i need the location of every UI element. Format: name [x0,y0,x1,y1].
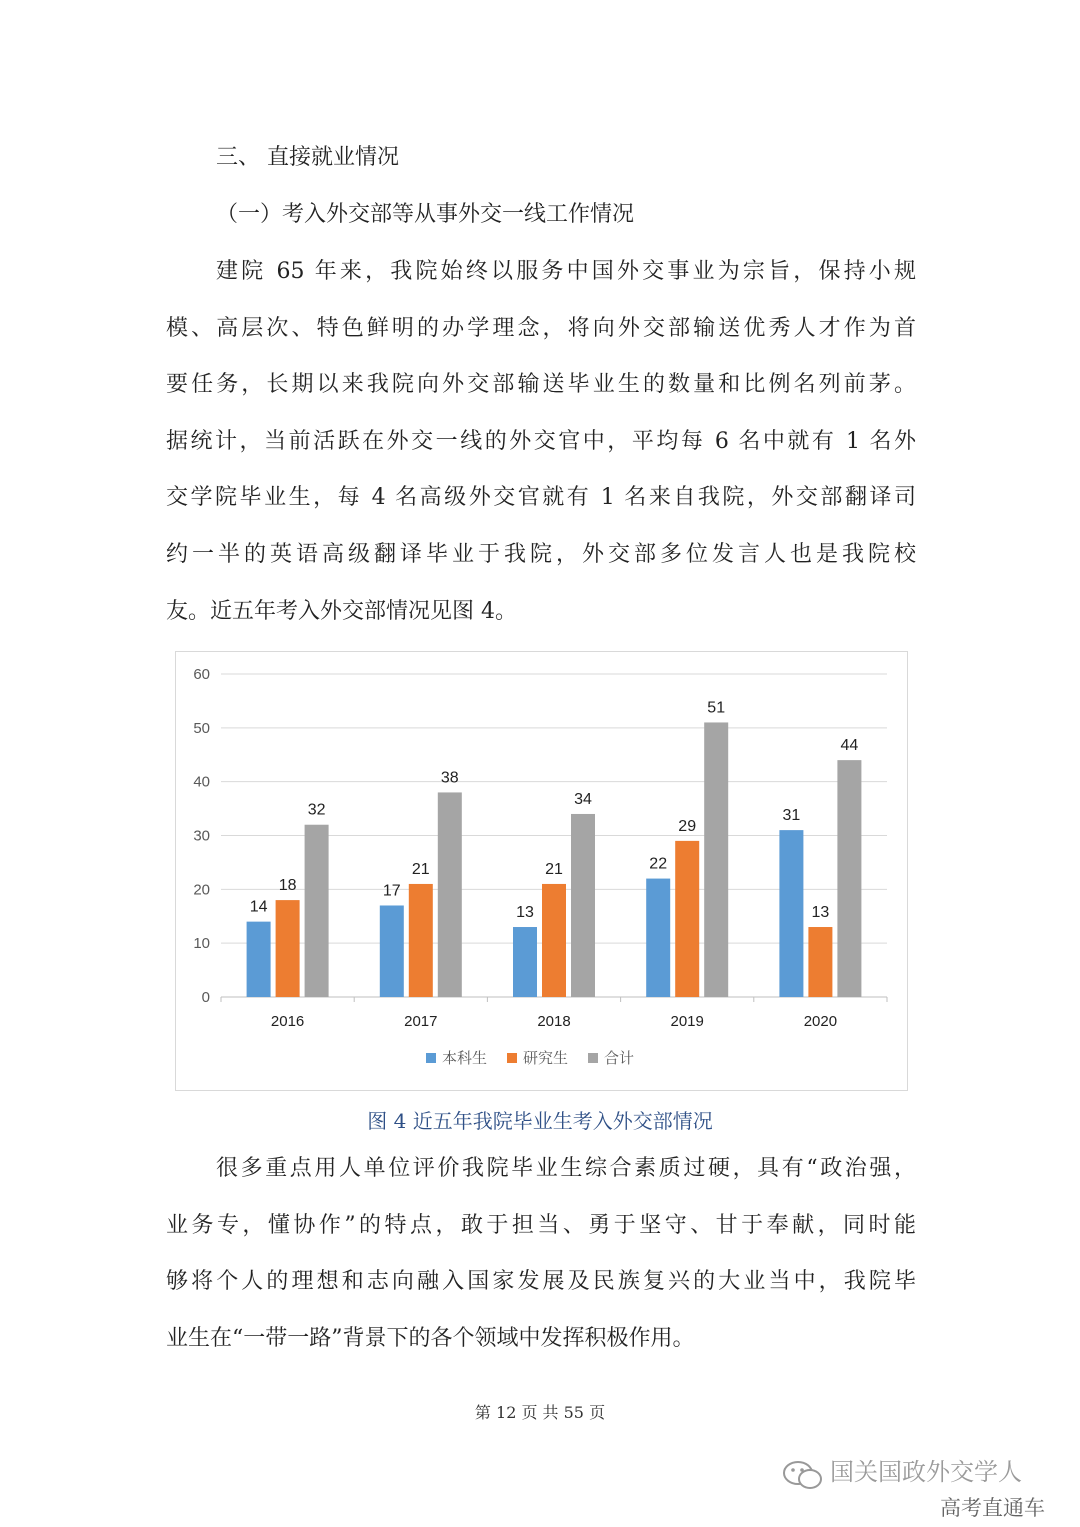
data-label: 38 [440,769,459,787]
paragraph-line: 交学院毕业生，每 4 名高级外交官就有 1 名来自我院，外交部翻译司 [166,485,916,510]
section-heading: 三、 直接就业情况 [216,145,399,170]
legend-swatch [507,1053,517,1063]
data-label: 51 [707,699,726,717]
paragraph-line: 要任务，长期以来我院向外交部输送毕业生的数量和比例名列前茅。 [166,372,916,397]
legend-label: 研究生 [523,1049,569,1067]
bar-合计 [571,814,595,997]
paragraph-line: 模、高层次、特色鲜明的办学理念，将向外交部输送优秀人才作为首 [166,316,916,341]
data-label: 44 [840,737,859,755]
bar-本科生 [513,927,537,997]
y-tick-label: 0 [201,989,210,1006]
data-label: 29 [678,817,697,835]
bar-合计 [438,792,462,997]
bar-研究生 [276,900,300,997]
x-tick-label: 2018 [537,1013,571,1030]
figure-caption: 图 4 近五年我院毕业生考入外交部情况 [367,1109,713,1133]
bar-合计 [704,722,728,997]
data-label: 13 [811,904,830,922]
bar-本科生 [247,922,271,997]
y-tick-label: 50 [193,719,210,737]
paragraph-line: 建院 65 年来，我院始终以服务中国外交事业为宗旨，保持小规 [216,259,916,284]
bar-研究生 [808,927,832,997]
bar-chart [175,651,908,1091]
x-tick-label: 2017 [404,1013,438,1030]
subsection-heading: （一）考入外交部等从事外交一线工作情况 [216,202,635,227]
legend-swatch [426,1053,436,1063]
data-label: 21 [545,860,563,878]
y-tick-label: 60 [193,666,210,683]
bar-合计 [305,825,329,997]
legend-swatch [588,1053,598,1063]
page-number: 第 12 页 共 55 页 [474,1403,606,1422]
wechat-icon [782,1458,824,1498]
paragraph-line: 友。近五年考入外交部情况见图 4。 [166,599,517,624]
data-label: 17 [382,882,401,900]
bar-研究生 [542,884,566,997]
y-tick-label: 30 [193,827,210,845]
bar-本科生 [779,830,803,997]
paragraph-line: 约一半的英语高级翻译毕业于我院，外交部多位发言人也是我院校 [166,542,916,567]
data-label: 13 [516,904,534,922]
watermark-overlay: 高考直通车 [940,1496,1045,1520]
data-label: 22 [649,855,668,873]
bar-合计 [837,760,861,997]
data-label: 14 [249,898,268,916]
data-label: 21 [411,860,430,878]
data-label: 34 [574,790,592,808]
x-tick-label: 2016 [270,1013,305,1030]
bar-研究生 [409,884,433,997]
y-tick-label: 20 [193,881,210,899]
bar-本科生 [380,905,404,997]
watermark-account: 国关国政外交学人 [830,1458,1022,1486]
x-tick-label: 2020 [803,1013,838,1030]
data-label: 31 [782,807,801,825]
y-tick-label: 10 [193,935,210,953]
legend-label: 本科生 [442,1049,488,1067]
data-label: 32 [307,801,326,819]
bar-研究生 [675,841,699,997]
data-label: 18 [278,877,297,895]
x-tick-label: 2019 [670,1013,704,1030]
paragraph-line: 据统计，当前活跃在外交一线的外交官中，平均每 6 名中就有 1 名外 [166,429,916,454]
paragraph-line: 业务专，懂协作”的特点，敢于担当、勇于坚守、甘于奉献，同时能 [166,1213,916,1238]
y-tick-label: 40 [193,773,210,791]
paragraph-line: 很多重点用人单位评价我院毕业生综合素质过硬，具有“政治强， [216,1156,916,1181]
paragraph-line: 业生在“一带一路”背景下的各个领域中发挥积极作用。 [166,1326,695,1351]
chart-svg [176,652,909,1092]
legend-label: 合计 [604,1049,635,1067]
bar-本科生 [646,879,670,997]
paragraph-line: 够将个人的理想和志向融入国家发展及民族复兴的大业当中，我院毕 [166,1269,916,1294]
